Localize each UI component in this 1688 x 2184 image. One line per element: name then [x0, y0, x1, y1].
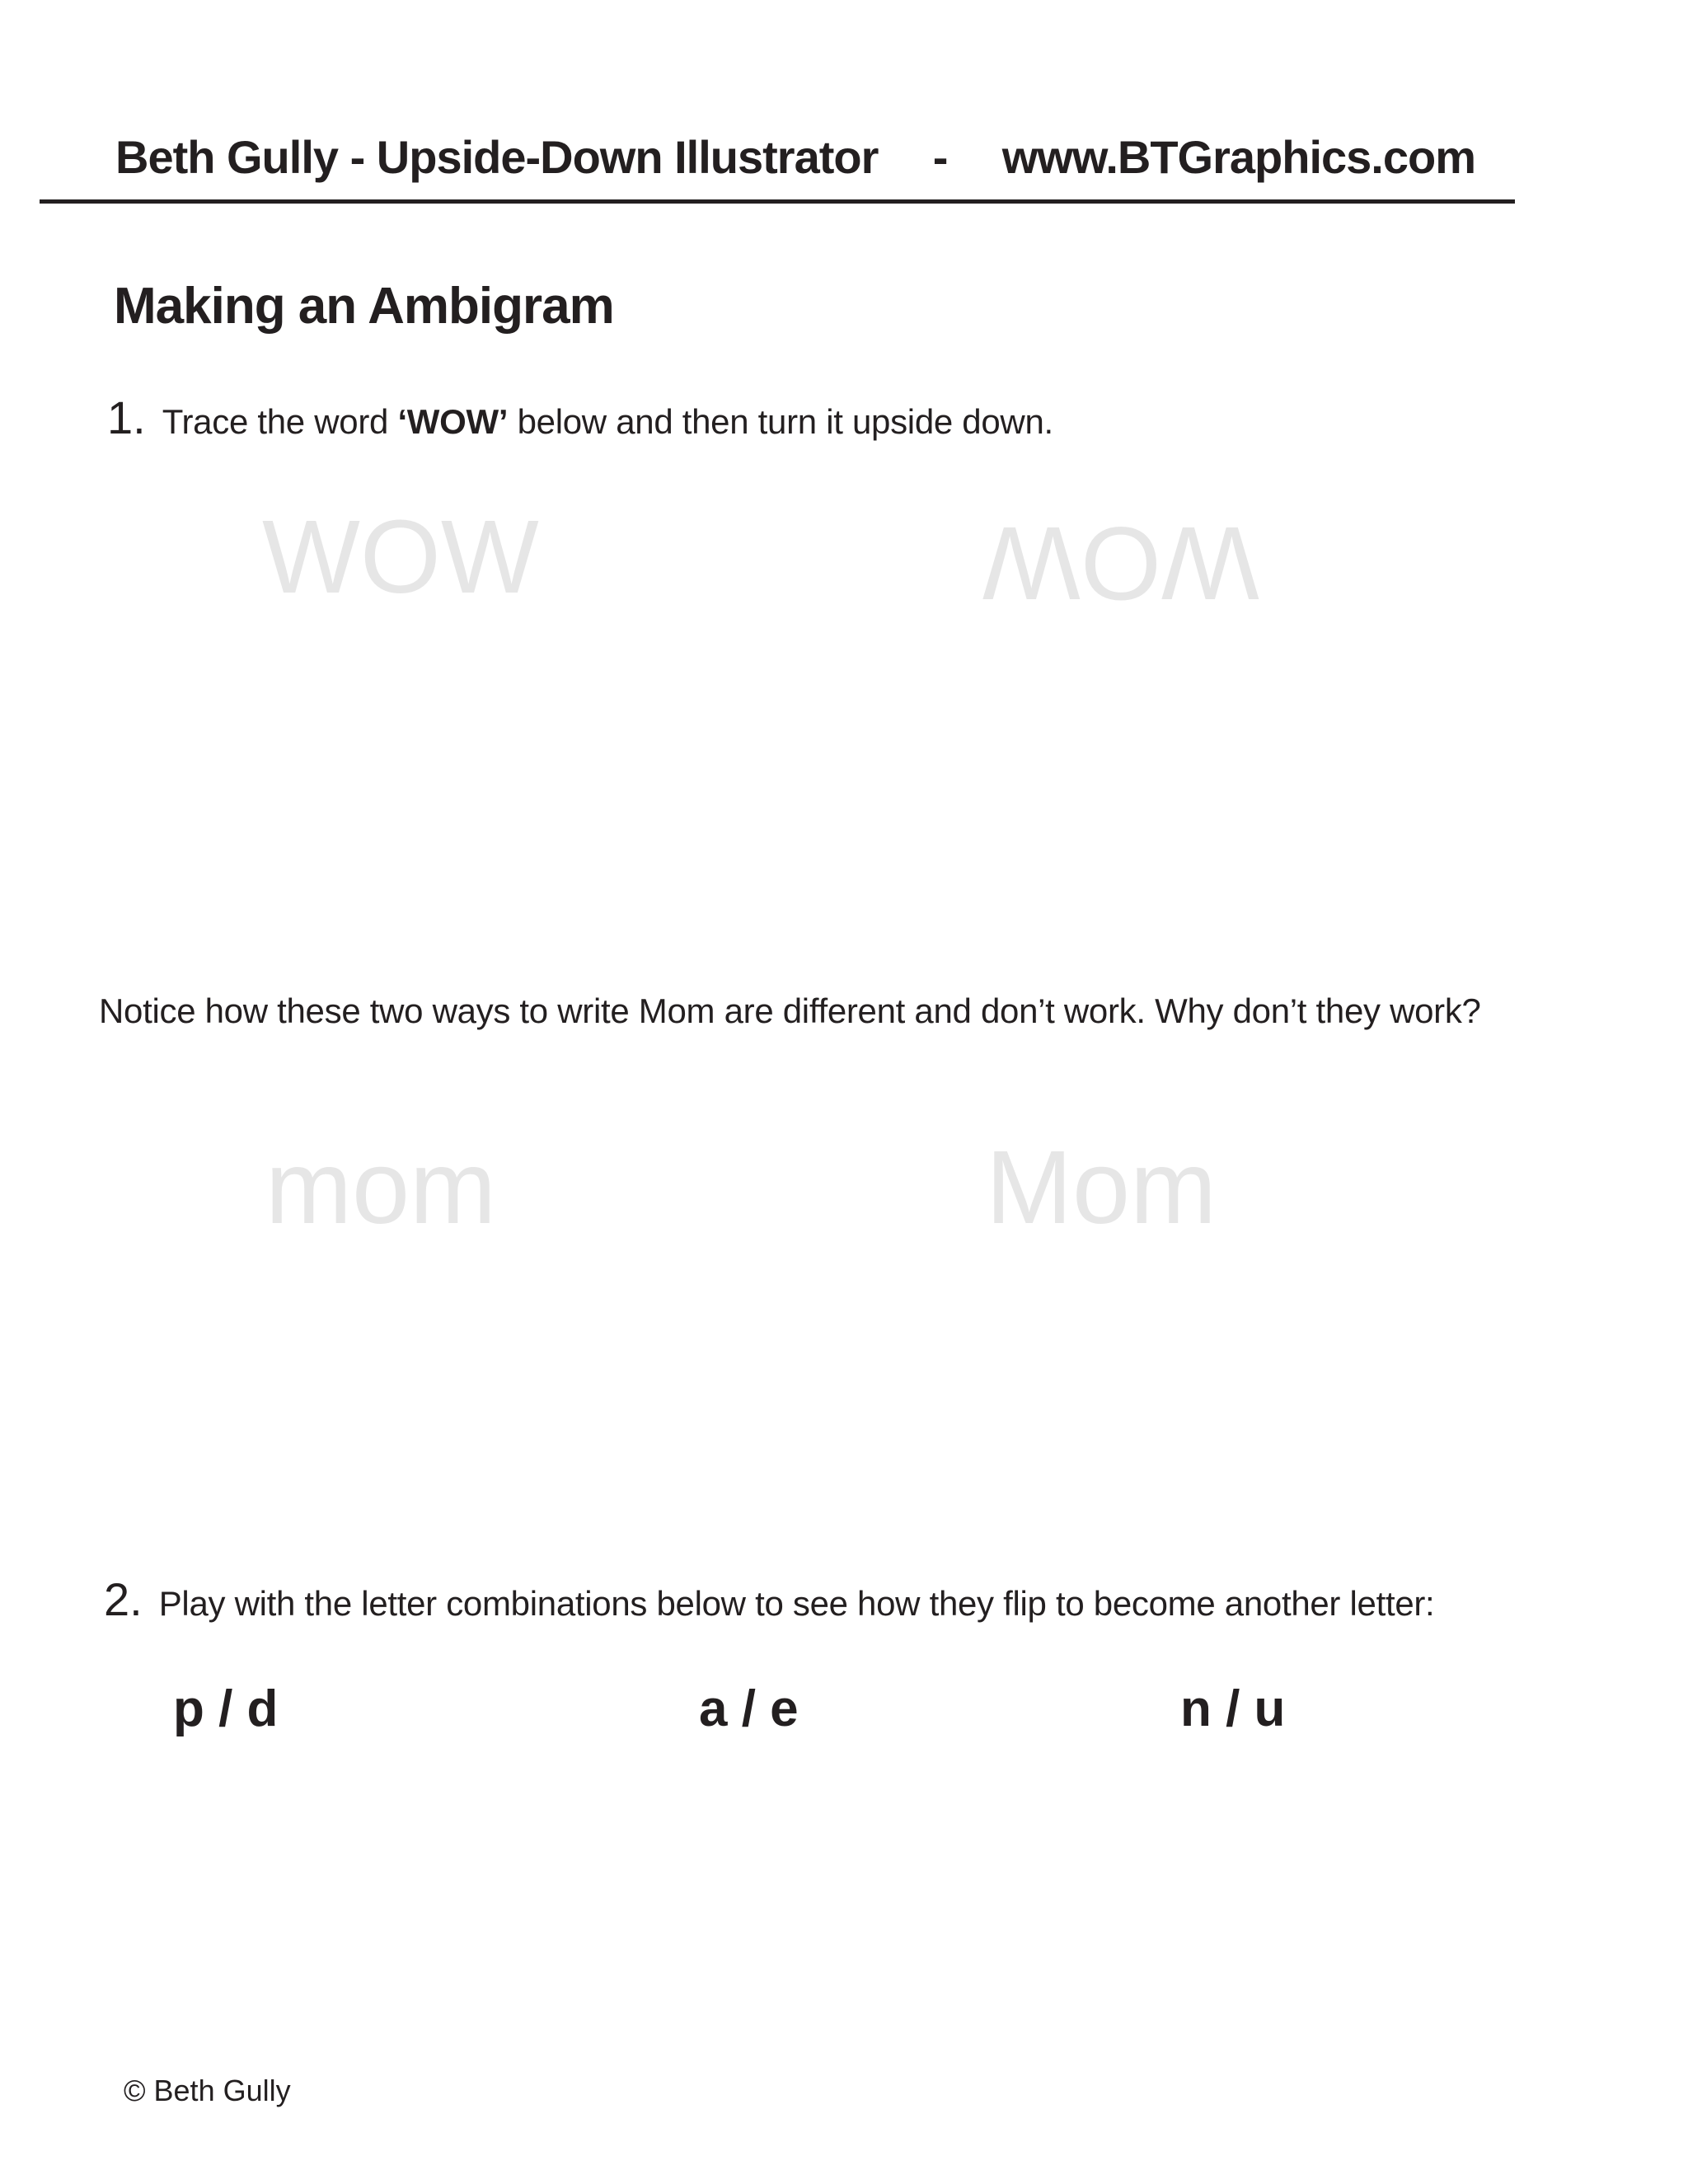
page-header — [115, 130, 1475, 184]
copyright-notice: © Beth Gully — [124, 2074, 291, 2107]
letter-pair-n-u: n / u — [1180, 1680, 1286, 1737]
instruction-step-2 — [104, 1572, 1434, 1626]
notice-question: Notice how these two ways to write Mom are different and don’t work. Why don’t they work? — [99, 991, 1481, 1030]
step-2-number: 2. — [104, 1573, 143, 1625]
trace-word-wow-flipped: WOW — [982, 505, 1259, 621]
header-website: www.BTGraphics.com — [1001, 131, 1475, 183]
header-separator: - — [932, 131, 948, 183]
instruction-step-1 — [107, 391, 1053, 444]
step-1-text-after: below and then turn it upside down. — [508, 402, 1053, 441]
trace-word-mom-capitalized: Mom — [986, 1129, 1217, 1245]
letter-pair-a-e: a / e — [699, 1680, 799, 1737]
trace-word-wow: WOW — [262, 499, 539, 615]
letter-pair-p-d: p / d — [173, 1680, 279, 1737]
page-title: Making an Ambigram — [114, 278, 614, 335]
header-divider — [40, 199, 1515, 204]
trace-word-mom-lowercase: mom — [265, 1129, 496, 1245]
step-1-number: 1. — [107, 391, 146, 443]
step-1-text-before: Trace the word — [162, 402, 398, 441]
step-1-text — [162, 402, 1053, 442]
step-1-bold-word: ‘WOW’ — [397, 402, 509, 441]
header-author: Beth Gully - Upside-Down Illustrator — [115, 131, 879, 183]
step-2-text: Play with the letter combinations below to see how they flip to become another letter: — [158, 1584, 1435, 1623]
